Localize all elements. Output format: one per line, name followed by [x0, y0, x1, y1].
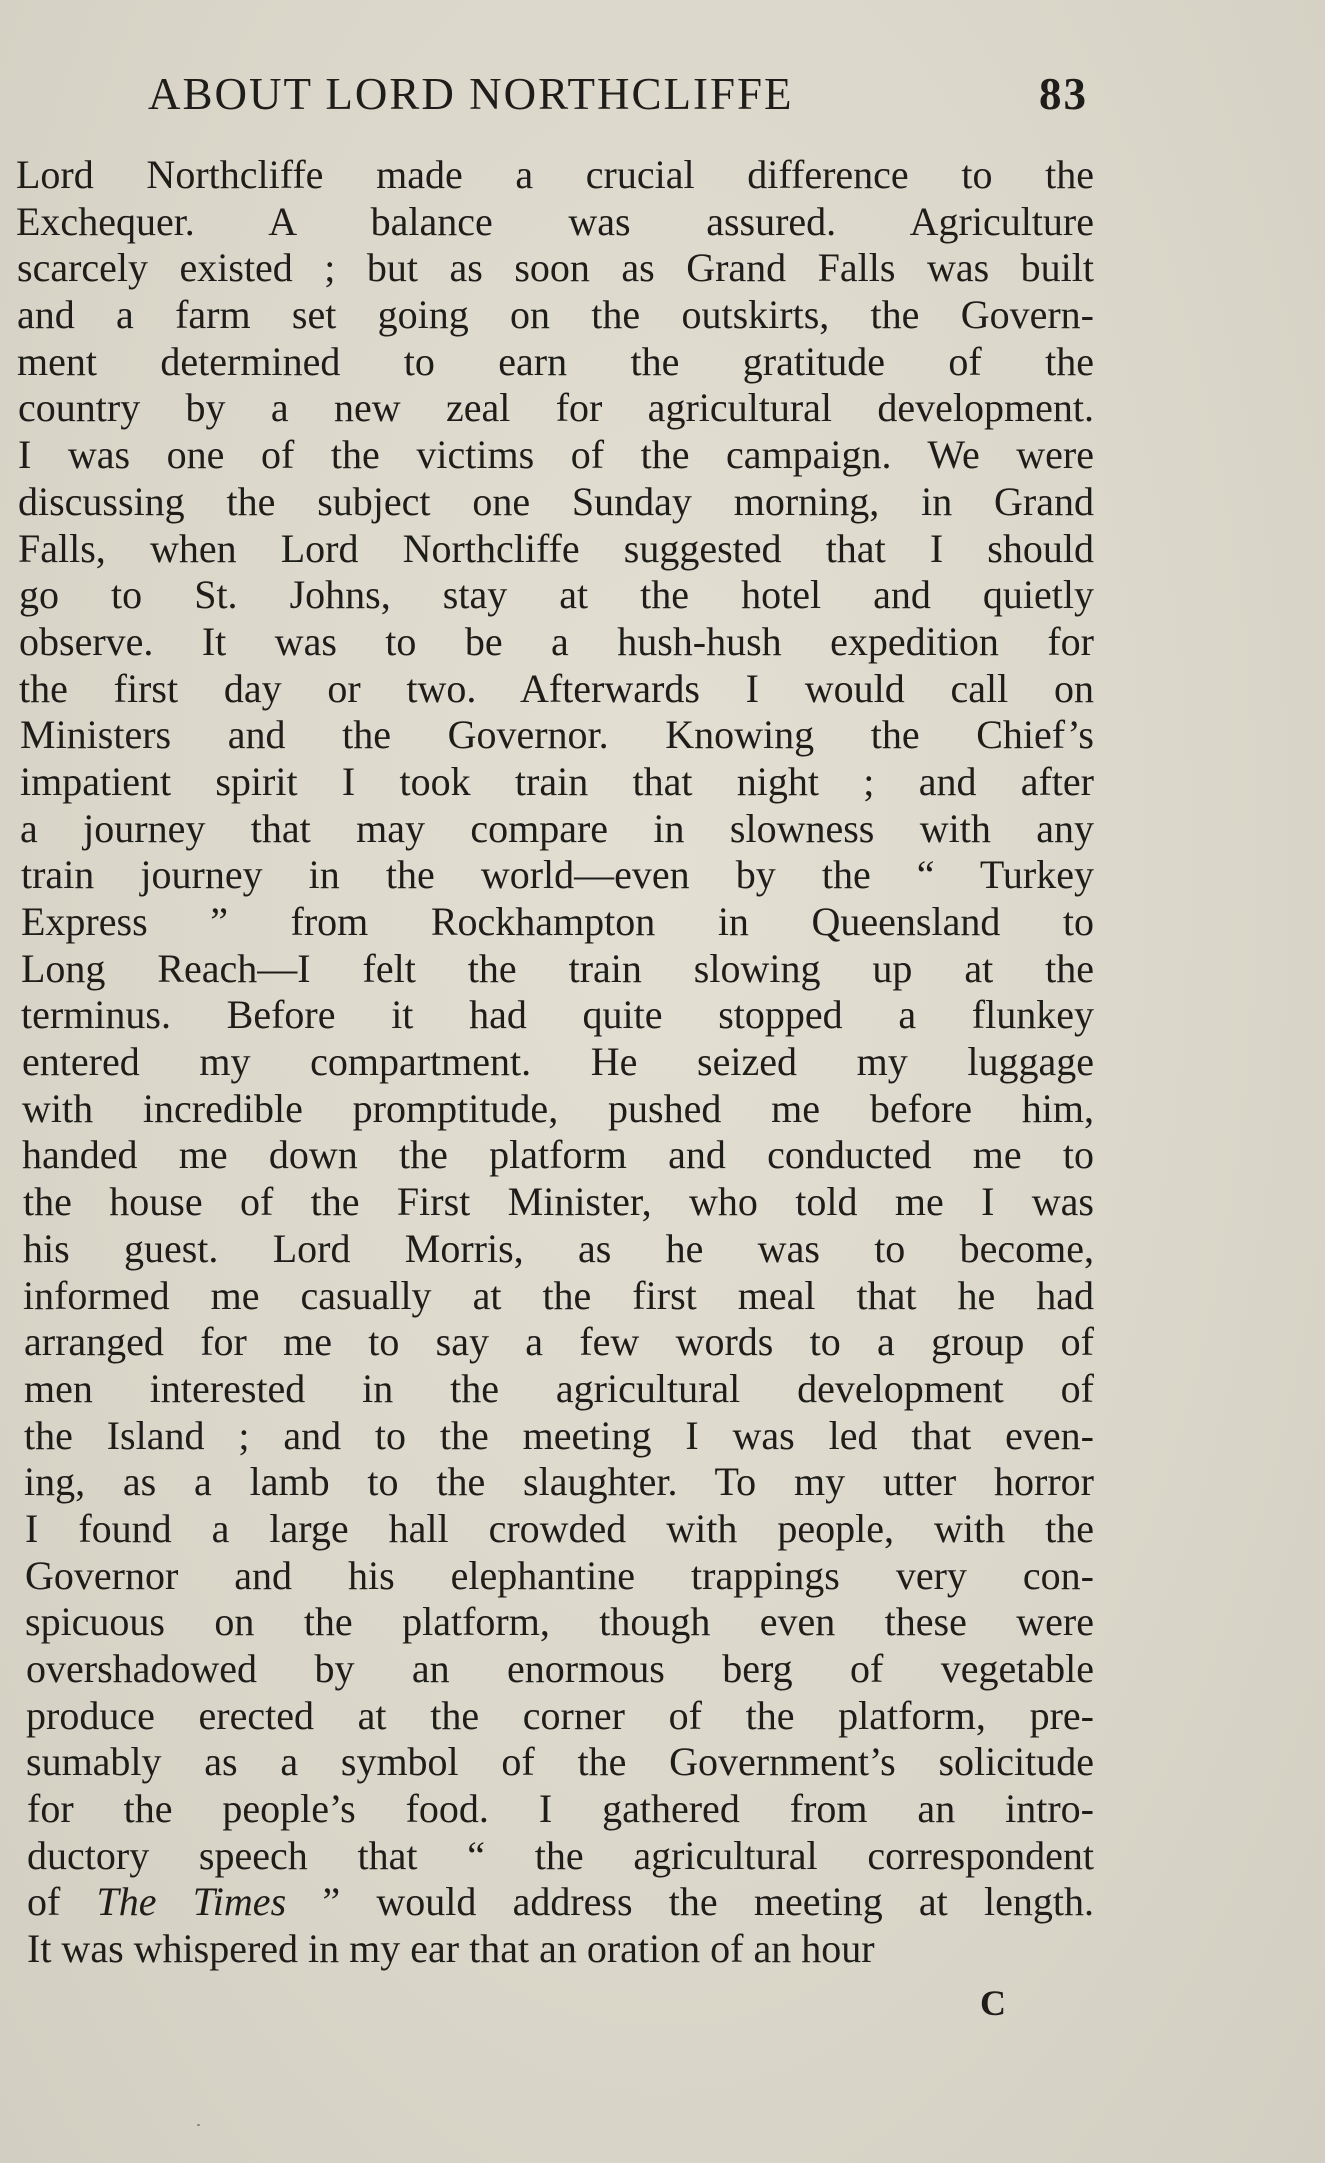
text-line: a journey that may compare in slowness with any [20, 805, 1094, 851]
text-line: ing, as a lamb to the slaughter. To my utter horror [24, 1459, 1094, 1505]
text-line: terminus. Before it had quite stopped a flunkey [21, 992, 1094, 1038]
text-line: observe. It was to be a hush-hush expedition for [19, 618, 1094, 664]
text-line: Exchequer. A balance was assured. Agriculture [16, 198, 1094, 244]
text-line: train journey in the world—even by the “ Turkey [21, 852, 1094, 898]
page-number: 83 [1039, 69, 1088, 119]
text-line: produce erected at the corner of the platform, pre- [26, 1692, 1094, 1738]
running-head [148, 68, 1088, 124]
text-line: and a farm set going on the outskirts, the Govern- [17, 292, 1094, 338]
text-line: entered my compartment. He seized my luggage [22, 1039, 1094, 1085]
text-segment: ” would address the meeting at length. [286, 1879, 1094, 1925]
text-line: spicuous on the platform, though even these were [25, 1599, 1094, 1645]
newspaper-title: The Times [96, 1879, 287, 1925]
text-line: discussing the subject one Sunday morning, in Grand [18, 478, 1094, 524]
body-text [16, 152, 1094, 1973]
text-line: ment determined to earn the gratitude of the [17, 338, 1094, 384]
text-segment: of [27, 1879, 97, 1925]
text-line: his guest. Lord Morris, as he was to become, [23, 1225, 1094, 1271]
text-line: ductory speech that “ the agricultural correspondent [27, 1832, 1094, 1878]
text-line [16, 1879, 1094, 1926]
text-line: overshadowed by an enormous berg of vegetable [26, 1646, 1094, 1691]
text-line: with incredible promptitude, pushed me before him, [22, 1085, 1094, 1131]
running-title: ABOUT LORD NORTHCLIFFE [148, 69, 794, 119]
text-line: the Island ; and to the meeting I was led that even- [24, 1412, 1094, 1458]
text-line: sumably as a symbol of the Government’s solicitude [26, 1739, 1094, 1785]
text-line: I was one of the victims of the campaign. We were [18, 432, 1094, 478]
text-line: informed me casually at the first meal that he had [23, 1272, 1094, 1318]
text-line: Lord Northcliffe made a crucial difference to the [16, 152, 1094, 197]
text-line: country by a new zeal for agricultural development. [18, 385, 1094, 431]
text-line: impatient spirit I took train that night ; and after [20, 758, 1094, 804]
text-line: arranged for me to say a few words to a group of [24, 1319, 1094, 1365]
text-line: Express ” from Rockhampton in Queensland to [21, 899, 1094, 944]
text-line: the house of the First Minister, who told me I was [23, 1179, 1094, 1225]
text-line: go to St. Johns, stay at the hotel and quietly [19, 572, 1094, 618]
text-line: the first day or two. Afterwards I would call on [19, 665, 1094, 711]
text-line: Long Reach—I felt the train slowing up at the [21, 945, 1094, 991]
text-line: It was whispered in my ear that an oration of an hour [27, 1926, 875, 1972]
text-line: for the people’s food. I gathered from an intro- [27, 1786, 1094, 1832]
text-line: men interested in the agricultural development of [24, 1365, 1094, 1411]
signature-mark: C [980, 1983, 1006, 2023]
text-line: Governor and his elephantine trappings very con- [25, 1552, 1094, 1598]
text-line: scarcely existed ; but as soon as Grand Falls was built [17, 245, 1094, 291]
paper-speck [197, 2124, 200, 2126]
text-line: handed me down the platform and conducted me to [22, 1132, 1094, 1178]
text-line: I found a large hall crowded with people, with the [25, 1505, 1094, 1551]
text-line: Ministers and the Governor. Knowing the Chief’s [20, 712, 1094, 758]
text-line: Falls, when Lord Northcliffe suggested that I should [18, 525, 1094, 571]
